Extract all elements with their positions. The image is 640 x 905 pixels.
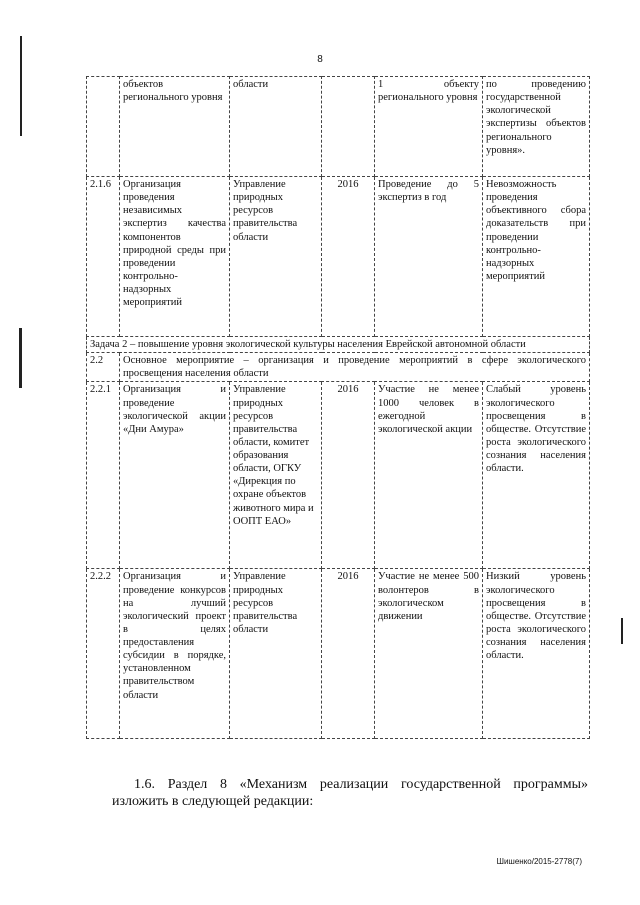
event-cell: Организация и проведение конкурсов на лучший экологический проект в целях предоставления субсидии в порядке, установленном правительством области (120, 569, 230, 739)
paragraph-line-1: 1.6. Раздел 8 «Механизм реализации государственной программы» (134, 777, 588, 792)
row-number: 2.1.6 (87, 177, 120, 337)
table-row (87, 337, 590, 353)
paragraph-line-2: изложить в следующей редакции: (112, 794, 314, 809)
consequence-cell: по проведению государственной экологической экспертизы объектов регионального уровня». (483, 77, 590, 177)
result-cell: 1 объекту регионального уровня (375, 77, 483, 177)
executor-cell: Управление природных ресурсов правительства области (230, 569, 322, 739)
table-row (87, 382, 590, 569)
result-cell: Проведение до 5 экспертиз в год (375, 177, 483, 337)
scan-mark-right (621, 618, 623, 644)
page-number: 8 (317, 54, 323, 65)
executor-cell: области (230, 77, 322, 177)
result-cell: Участие не менее 1000 человек в ежегодной экологической акции (375, 382, 483, 569)
year-cell: 2016 (322, 569, 375, 739)
event-cell: объектов регионального уровня (120, 77, 230, 177)
table-row (87, 353, 590, 382)
executor-cell: Управление природных ресурсов правительства области, комитет образования области, ОГКУ «Дирекция по охране объектов животного мира и ООПТ ЕАО» (230, 382, 322, 569)
program-table (86, 76, 590, 739)
table-row (87, 77, 590, 177)
main-event-text: Основное мероприятие – организация и проведение мероприятий в сфере экологического просвещения населения области (120, 353, 590, 382)
table-row (87, 177, 590, 337)
consequence-cell: Низкий уровень экологического просвещения в обществе. Отсутствие роста экологического сознания населения области. (483, 569, 590, 739)
result-cell: Участие не менее 500 волонтеров в экологическом движении (375, 569, 483, 739)
row-number (87, 77, 120, 177)
row-number: 2.2 (87, 353, 120, 382)
consequence-cell: Слабый уровень экологического просвещения в обществе. Отсутствие роста экологического сознания населения области. (483, 382, 590, 569)
scan-mark-left-middle (19, 328, 22, 388)
year-cell (322, 77, 375, 177)
year-cell: 2016 (322, 382, 375, 569)
row-number: 2.2.1 (87, 382, 120, 569)
document-code: Шишенко/2015-2778(7) (496, 857, 582, 866)
event-cell: Организация и проведение экологической акции «Дни Амура» (120, 382, 230, 569)
table-row (87, 569, 590, 739)
year-cell: 2016 (322, 177, 375, 337)
row-number: 2.2.2 (87, 569, 120, 739)
event-cell: Организация проведения независимых экспертиз качества компонентов природной среды при проведении контрольно-надзорных мероприятий (120, 177, 230, 337)
amendment-paragraph (112, 776, 588, 810)
consequence-cell: Невозможность проведения объективного сбора доказательств при проведении контрольно-надзорных мероприятий (483, 177, 590, 337)
scan-mark-left-top (20, 36, 22, 136)
task-row-text: Задача 2 – повышение уровня экологической культуры населения Еврейской автономной области (87, 337, 590, 353)
executor-cell: Управление природных ресурсов правительства области (230, 177, 322, 337)
